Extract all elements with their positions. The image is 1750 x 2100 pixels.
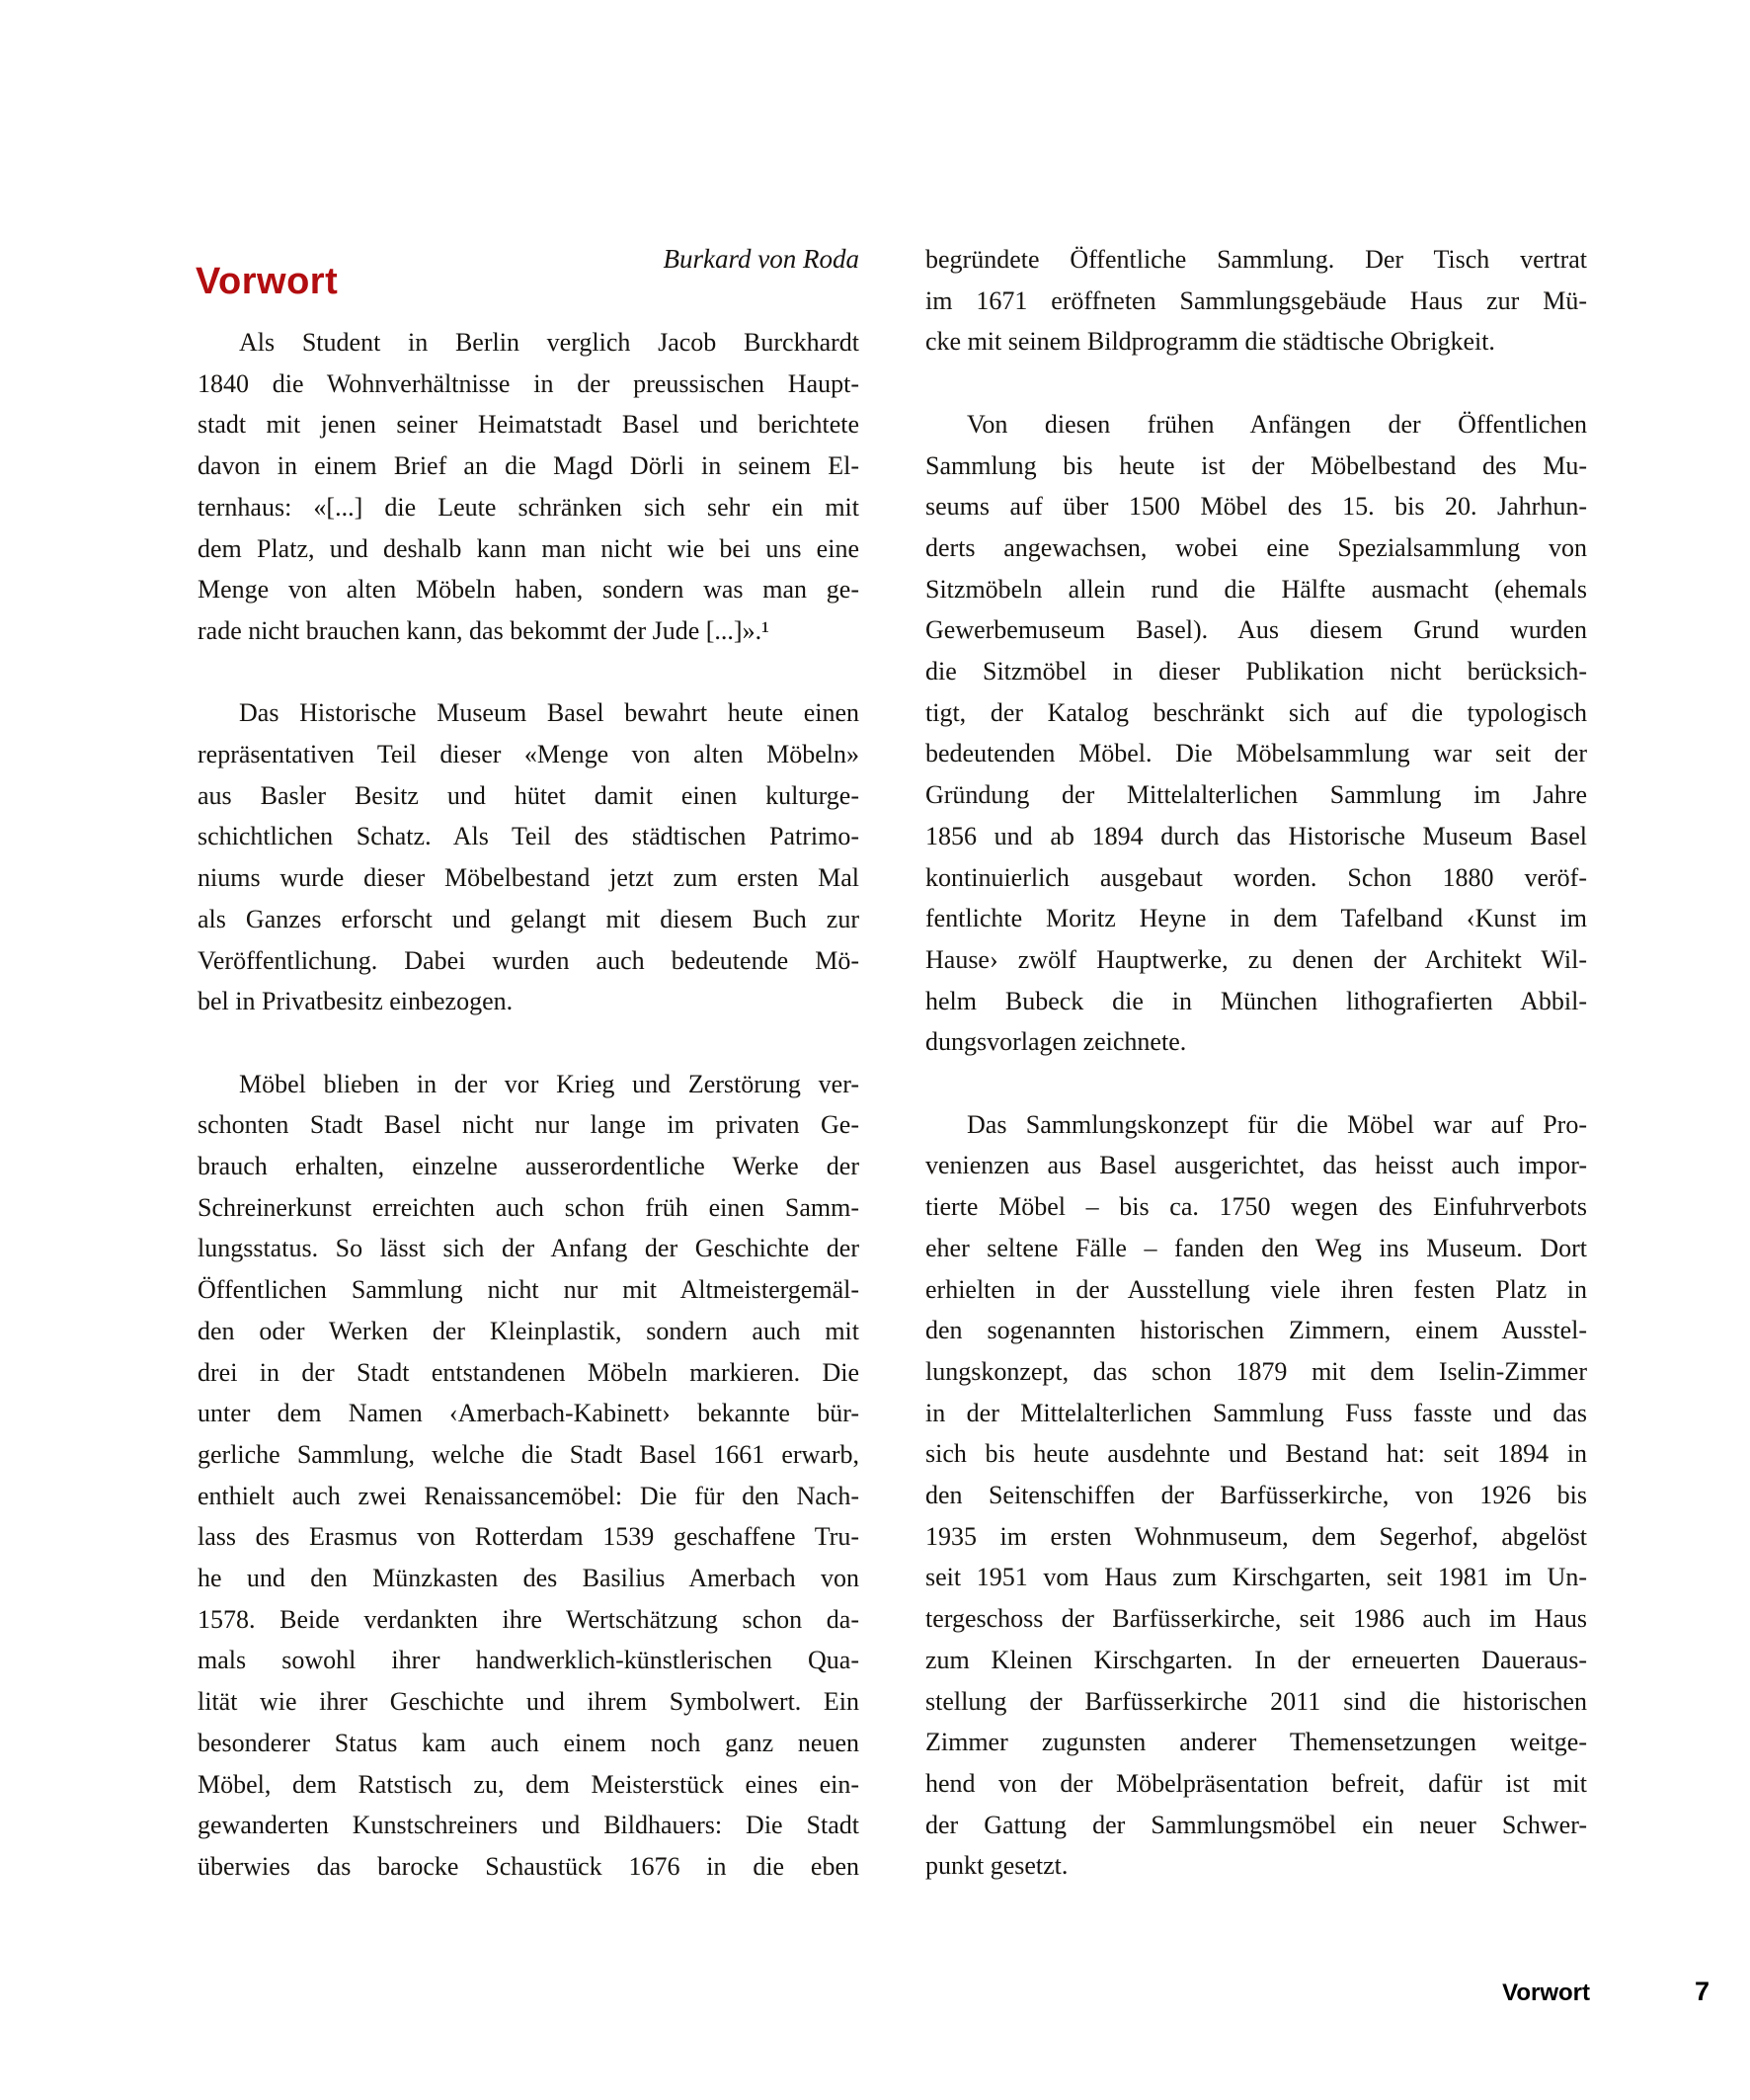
left-text-column [198,322,859,1888]
text-line: seums auf über 1500 Möbel des 15. bis 20. Jahrhun- [925,492,1587,522]
text-line: sich bis heute ausdehnte und Bestand hat: seit 1894 in [925,1439,1587,1469]
text-line: he und den Münzkasten des Basilius Amerbach von [198,1564,859,1593]
text-line: Menge von alten Möbeln haben, sondern was man ge- [198,575,859,605]
page-number: 7 [1695,1977,1710,2006]
text-line: gewanderten Kunstschreiners und Bildhauers: Die Stadt [198,1811,859,1840]
text-line: schichtlichen Schatz. Als Teil des städtischen Patrimo- [198,822,859,851]
text-line: Hause› zwölf Hauptwerke, zu denen der Architekt Wil- [925,944,1587,974]
text-line: Als Student in Berlin verglich Jacob Burckhardt [239,328,859,357]
text-line: cke mit seinem Bildprogramm die städtische Obrigkeit. [925,327,1495,357]
text-line: dungsvorlagen zeichnete. [925,1027,1187,1057]
text-line: repräsentativen Teil dieser «Menge von alten Möbeln» [198,740,859,769]
text-line: den Seitenschiffen der Barfüsserkirche, von 1926 bis [925,1481,1587,1510]
text-line: davon in einem Brief an die Magd Dörli in seinem El- [198,451,859,481]
text-line: Möbel, dem Ratstisch zu, dem Meisterstück eines ein- [198,1769,859,1799]
text-line: Von diesen frühen Anfängen der Öffentlichen [967,409,1587,439]
paragraph [925,1104,1587,1887]
text-line: gerliche Sammlung, welche die Stadt Basel 1661 erwarb, [198,1439,859,1469]
text-line: venienzen aus Basel ausgerichtet, das heisst auch impor- [925,1151,1587,1180]
text-line: bel in Privatbesitz einbezogen. [198,987,514,1016]
page-title: Vorwort [196,261,339,303]
paragraph [925,404,1587,1063]
paragraph [198,322,859,652]
text-line: fentlichte Moritz Heyne in dem Tafelband ‹Kunst im [925,904,1587,933]
text-line: tergeschoss der Barfüsserkirche, seit 1986 auch im Haus [925,1604,1587,1634]
text-line: schonten Stadt Basel nicht nur lange im privaten Ge- [198,1110,859,1140]
text-line: derts angewachsen, wobei eine Spezialsammlung von [925,532,1587,562]
text-line: die Sitzmöbel in dieser Publikation nicht berücksich- [925,657,1587,687]
text-line: Das Sammlungskonzept für die Möbel war auf Pro- [967,1109,1587,1139]
text-line: 1935 im ersten Wohnmuseum, dem Segerhof, abgelöst [925,1521,1587,1551]
right-text-column [925,239,1587,1887]
text-line: 1578. Beide verdankten ihre Wertschätzung schon da- [198,1604,859,1634]
paragraph [198,1064,859,1888]
text-line: im 1671 eröffneten Sammlungsgebäude Haus zur Mü- [925,285,1587,315]
text-line: lass des Erasmus von Rotterdam 1539 geschaffene Tru- [198,1522,859,1552]
text-line: Öffentlichen Sammlung nicht nur mit Altmeistergemäl- [198,1275,859,1305]
text-line: rade nicht brauchen kann, das bekommt der Jude [...]».¹ [198,615,769,645]
text-line: stadt mit jenen seiner Heimatstadt Basel und berichtete [198,410,859,440]
text-line: Möbel blieben in der vor Krieg und Zerstörung ver- [239,1069,859,1098]
text-line: tierte Möbel – bis ca. 1750 wegen des Einfuhrverbots [925,1192,1587,1222]
text-line: zum Kleinen Kirschgarten. In der erneuerten Daueraus- [925,1645,1587,1674]
text-line: niums wurde dieser Möbelbestand jetzt zum ersten Mal [198,863,859,893]
running-footer-title: Vorwort [1502,1979,1590,2006]
text-line: mals sowohl ihrer handwerklich-künstlerischen Qua- [198,1646,859,1675]
text-line: 1856 und ab 1894 durch das Historische Museum Basel [925,821,1587,850]
paragraph [925,239,1587,363]
text-line: hend von der Möbelpräsentation befreit, dafür ist mit [925,1768,1587,1798]
text-line: begründete Öffentliche Sammlung. Der Tisch vertrat [925,245,1587,274]
text-line: dem Platz, und deshalb kann man nicht wie bei uns eine [198,533,859,563]
text-line: lungskonzept, das schon 1879 mit dem Iselin-Zimmer [925,1356,1587,1386]
text-line: Sammlung bis heute ist der Möbelbestand des Mu- [925,450,1587,480]
text-line: tigt, der Katalog beschränkt sich auf die typologisch [925,697,1587,727]
text-line: drei in der Stadt entstandenen Möbeln markieren. Die [198,1357,859,1387]
text-line: brauch erhalten, einzelne ausserordentliche Werke der [198,1152,859,1181]
text-line: in der Mittelalterlichen Sammlung Fuss fasste und das [925,1398,1587,1427]
author-name: Burkard von Roda [663,244,859,274]
text-line: unter dem Namen ‹Amerbach-Kabinett› bekannte bür- [198,1399,859,1428]
text-line: Sitzmöbeln allein rund die Hälfte ausmacht (ehemals [925,574,1587,604]
text-line: enthielt auch zwei Renaissancemöbel: Die für den Nach- [198,1481,859,1510]
text-line: Gründung der Mittelalterlichen Sammlung im Jahre [925,780,1587,810]
text-line: den oder Werken der Kleinplastik, sondern auch mit [198,1316,859,1345]
text-line: eher seltene Fälle – fanden den Weg ins Museum. Dort [925,1233,1587,1262]
text-line: überwies das barocke Schaustück 1676 in die eben [198,1851,859,1881]
text-line: Schreinerkunst erreichten auch schon früh einen Samm- [198,1192,859,1222]
text-line: kontinuierlich ausgebaut worden. Schon 1880 veröf- [925,862,1587,892]
text-line: Veröffentlichung. Dabei wurden auch bedeutende Mö- [198,945,859,975]
text-line: Das Historische Museum Basel bewahrt heute einen [239,698,859,728]
text-line: ternhaus: «[...] die Leute schränken sich sehr ein mit [198,492,859,522]
text-line: lungsstatus. So lässt sich der Anfang der Geschichte der [198,1234,859,1263]
text-line: Gewerbemuseum Basel). Aus diesem Grund wurden [925,615,1587,645]
text-line: Zimmer zugunsten anderer Themensetzungen weitge- [925,1728,1587,1757]
text-line: seit 1951 vom Haus zum Kirschgarten, seit 1981 im Un- [925,1563,1587,1592]
paragraph [198,692,859,1022]
text-line: als Ganzes erforscht und gelangt mit diesem Buch zur [198,904,859,933]
text-line: 1840 die Wohnverhältnisse in der preussischen Haupt- [198,368,859,398]
text-line: der Gattung der Sammlungsmöbel ein neuer Schwer- [925,1810,1587,1839]
text-line: den sogenannten historischen Zimmern, einem Ausstel- [925,1316,1587,1345]
text-line: bedeutenden Möbel. Die Möbelsammlung war seit der [925,739,1587,768]
text-line: helm Bubeck die in München lithografierten Abbil- [925,986,1587,1015]
text-line: erhielten in der Ausstellung viele ihren festen Platz in [925,1274,1587,1304]
text-line: punkt gesetzt. [925,1851,1069,1881]
text-line: aus Basler Besitz und hütet damit einen kulturge- [198,780,859,810]
text-line: besonderer Status kam auch einem noch ganz neuen [198,1728,859,1757]
text-line: stellung der Barfüsserkirche 2011 sind die historischen [925,1686,1587,1716]
text-line: lität wie ihrer Geschichte und ihrem Symbolwert. Ein [198,1687,859,1717]
